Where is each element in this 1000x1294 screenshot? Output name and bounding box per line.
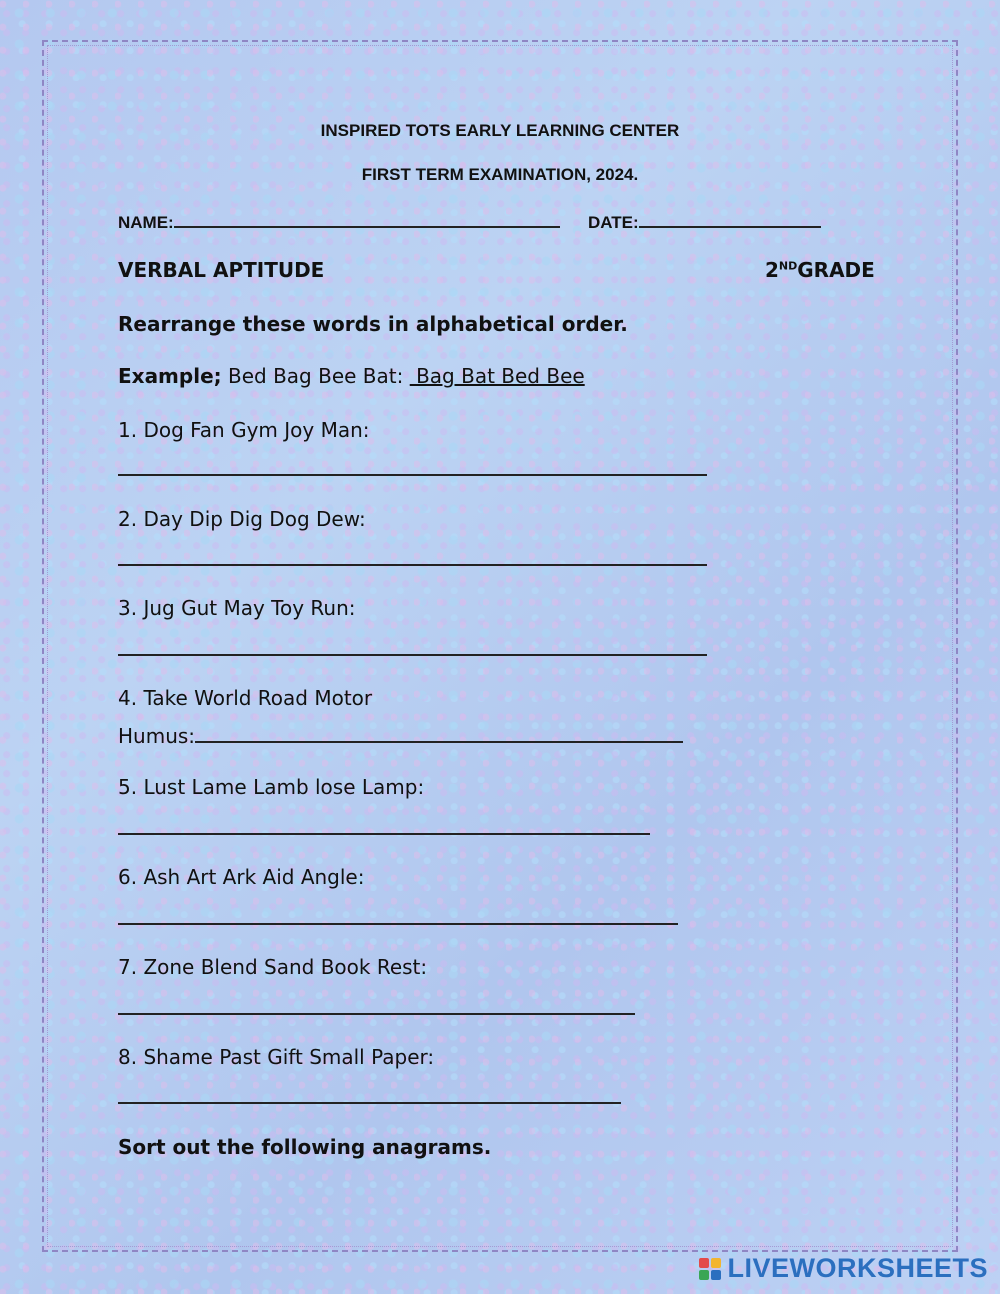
answer-line-1[interactable]: [118, 474, 707, 476]
question-7: 7. Zone Blend Sand Book Rest:: [118, 955, 428, 979]
question-4: 4. Take World Road Motor: [118, 686, 373, 710]
example-words: Bed Bag Bee Bat:: [228, 364, 404, 388]
name-field: [118, 208, 560, 233]
answer-line-5[interactable]: [118, 833, 650, 835]
example-label: Example;: [118, 364, 222, 388]
answer-line-2[interactable]: [118, 564, 707, 566]
question-4-tail: Humus:: [118, 724, 196, 748]
answer-line-4[interactable]: [195, 723, 683, 743]
question-3: 3. Jug Gut May Toy Run:: [118, 596, 356, 620]
liveworksheets-icon: [699, 1258, 721, 1280]
example-line: [118, 364, 585, 388]
question-5: 5. Lust Lame Lamb lose Lamp:: [118, 775, 425, 799]
liveworksheets-logo: [699, 1253, 988, 1284]
date-label: DATE:: [588, 213, 639, 232]
date-field: [588, 208, 821, 233]
answer-line-6[interactable]: [118, 923, 678, 925]
question-2: 2. Day Dip Dig Dog Dew:: [118, 507, 366, 531]
question-6: 6. Ash Art Ark Aid Angle:: [118, 865, 365, 889]
date-blank[interactable]: [639, 208, 821, 228]
school-name: INSPIRED TOTS EARLY LEARNING CENTER: [320, 121, 680, 140]
question-4-continued: [118, 723, 683, 748]
answer-line-3[interactable]: [118, 654, 707, 656]
grade-number: 2: [765, 258, 779, 282]
grade-label: [765, 258, 875, 282]
example-answer: Bag Bat Bed Bee: [409, 364, 585, 388]
grade-text: GRADE: [797, 258, 875, 282]
name-blank[interactable]: [174, 208, 560, 228]
brand-name: LIVEWORKSHEETS: [727, 1253, 988, 1283]
question-1: 1. Dog Fan Gym Joy Man:: [118, 418, 370, 442]
name-label: NAME:: [118, 213, 174, 232]
section-2-instruction: Sort out the following anagrams.: [118, 1135, 492, 1159]
grade-suffix: ND: [778, 259, 798, 273]
subject-title: VERBAL APTITUDE: [118, 258, 325, 282]
answer-line-8[interactable]: [118, 1102, 621, 1104]
instruction: Rearrange these words in alphabetical order.: [118, 312, 628, 336]
question-8: 8. Shame Past Gift Small Paper:: [118, 1045, 435, 1069]
exam-title: FIRST TERM EXAMINATION, 2024.: [361, 165, 639, 184]
answer-line-7[interactable]: [118, 1013, 635, 1015]
